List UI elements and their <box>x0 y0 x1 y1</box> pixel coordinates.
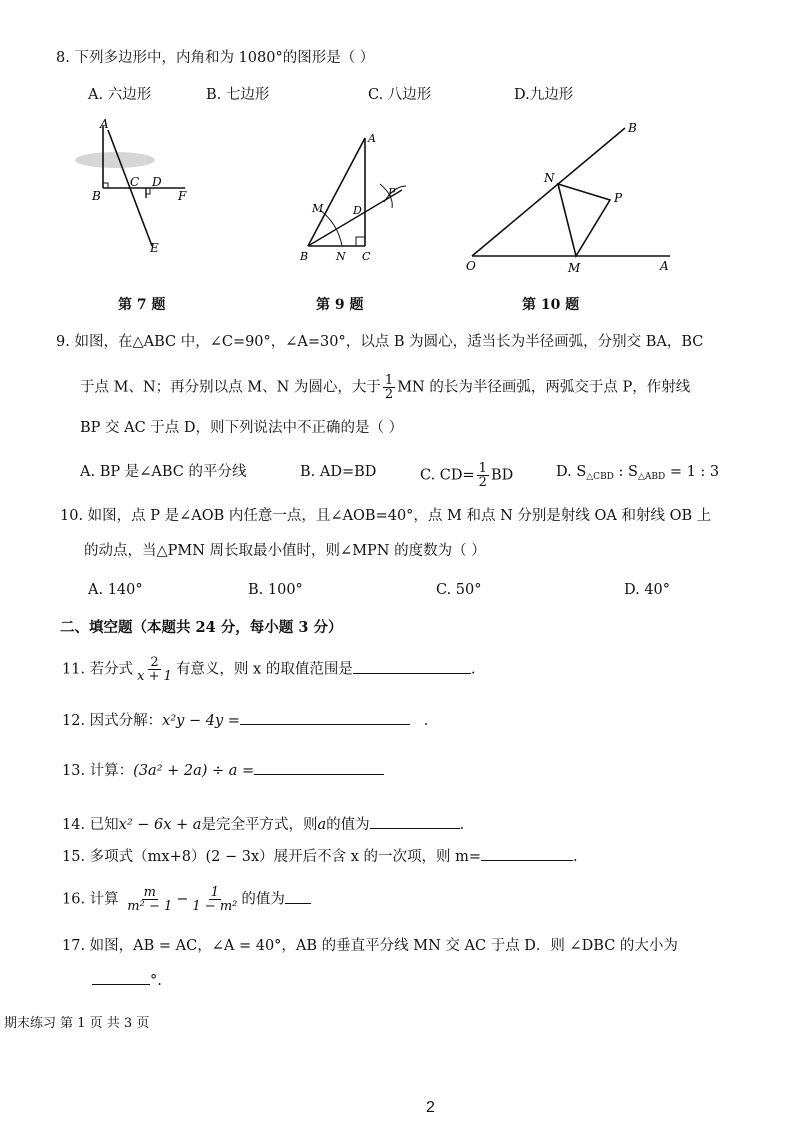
q9-fraction-half <box>383 374 395 401</box>
q11-end: . <box>470 661 476 678</box>
q15 <box>62 846 578 867</box>
q9-frac-den: 2 <box>384 387 394 402</box>
q16-f1-den: m² − 1 <box>127 899 173 914</box>
q11-post: 有意义，则 x 的取值范围是 <box>175 661 353 678</box>
q10-option-c: C. 50° <box>436 582 482 598</box>
q8-option-a: A. 六边形 <box>88 87 152 103</box>
q17-answer-blank[interactable] <box>92 970 150 985</box>
q16-post: 的值为 <box>241 891 285 908</box>
fig10-label-o: O <box>466 259 476 273</box>
fig9-label-n: N <box>336 250 346 263</box>
q10-line-2: 的动点，当△PMN 周长取最小值时，则∠MPN 的度数为（ ） <box>84 543 486 559</box>
q9-option-b: B. AD=BD <box>300 464 377 480</box>
fig9-label-m: M <box>312 202 324 215</box>
q9-option-c <box>420 462 513 489</box>
q9-option-c-pre: C. CD= <box>420 467 475 484</box>
q11-frac-den: x + 1 <box>137 669 172 684</box>
fig7-label-e: E <box>150 241 159 255</box>
q9-option-d-sub2: △ABD <box>637 472 666 482</box>
q8-option-b: B. 七边形 <box>206 87 270 103</box>
q12-end: . <box>423 713 429 729</box>
q9-option-d-pre: D. S <box>556 464 587 480</box>
q13-pre: 13. 计算： <box>62 763 134 779</box>
figure-9-caption: 第 9 题 <box>316 297 364 313</box>
footer-page-info: 期末练习 第 1 页 共 3 页 <box>4 1016 150 1031</box>
q16 <box>62 886 311 913</box>
q9-option-d <box>556 462 719 487</box>
fig10-label-p: P <box>614 191 623 205</box>
q11 <box>62 656 475 683</box>
q14-answer-blank[interactable] <box>370 814 460 829</box>
q12-pre: 12. 因式分解： <box>62 713 163 729</box>
q9-line-3: BP 交 AC 于点 D，则下列说法中不正确的是（ ） <box>80 420 404 436</box>
q9-c-frac-num: 1 <box>478 461 487 476</box>
q16-minus: − <box>176 891 189 908</box>
fig9-label-d: D <box>353 204 362 217</box>
q9-frac-num: 1 <box>384 373 394 388</box>
q14-expression: x² − 6x + a <box>118 817 202 833</box>
q10-line-1: 10. 如图，点 P 是∠AOB 内任意一点，且∠AOB=40°，点 M 和点 N 分别是射线 OA 和射线 OB 上 <box>60 508 712 524</box>
q12-expression: x²y − 4y = <box>162 713 240 729</box>
fig10-label-a: A <box>660 259 669 273</box>
q14-post: 是完全平方式，则 <box>201 817 318 833</box>
q11-frac-num: 2 <box>150 655 159 670</box>
q14-end: . <box>459 817 465 833</box>
figure-7-caption: 第 7 题 <box>118 297 166 313</box>
q17-end: °. <box>150 973 162 989</box>
q8-option-d: D.九边形 <box>514 87 574 103</box>
q8-stem: 8. 下列多边形中，内角和为 1080°的图形是（ ） <box>56 50 375 66</box>
q10-option-b: B. 100° <box>248 582 303 598</box>
q17-line-1: 17. 如图，AB = AC，∠A = 40°，AB 的垂直平分线 MN 交 AC 于点 D．则 ∠DBC 的大小为 <box>62 938 678 954</box>
q10-option-a: A. 140° <box>88 582 143 598</box>
q16-fraction-1 <box>125 886 174 913</box>
q9-line-2-a: 于点 M、N；再分别以点 M、N 为圆心，大于 <box>80 379 381 396</box>
page-number: 2 <box>426 1099 435 1116</box>
fig7-label-b: B <box>92 189 101 203</box>
q9-option-d-mid: : S <box>613 464 638 480</box>
q9-line-2-b: MN 的长为半径画弧，两弧交于点 P，作射线 <box>397 379 691 396</box>
q16-f1-num: m <box>143 885 156 900</box>
fig10-label-m: M <box>568 261 581 275</box>
q9-line-2 <box>80 374 690 401</box>
fig9-label-c: C <box>362 250 371 263</box>
q9-option-d-post: = 1 : 3 <box>665 464 720 480</box>
q14-variable-a: a <box>317 817 327 833</box>
q9-line-1: 9. 如图，在△ABC 中，∠C=90°，∠A=30°，以点 B 为圆心，适当长为半径画弧，分别交 BA，BC <box>56 334 704 350</box>
fig9-label-a: A <box>368 132 376 145</box>
q16-pre: 16. 计算 <box>62 891 119 908</box>
q9-option-c-post: BD <box>490 467 514 484</box>
fig9-label-p: P <box>388 186 396 199</box>
fig7-label-f: F <box>178 189 187 203</box>
fig10-label-n: N <box>544 171 555 185</box>
q15-text: 15. 多项式（mx+8）(2 − 3x）展开后不含 x 的一次项，则 m= <box>62 849 482 865</box>
fig7-label-a: A <box>100 118 109 131</box>
q14 <box>62 814 464 835</box>
q11-pre: 11. 若分式 <box>62 661 134 678</box>
q13 <box>62 760 384 781</box>
q12 <box>62 710 428 731</box>
q16-answer-blank[interactable] <box>285 889 311 904</box>
q16-f2-num: 1 <box>210 885 220 900</box>
figure-10-diagram <box>460 118 690 278</box>
q12-answer-blank[interactable] <box>240 710 410 725</box>
section-2-title: 二、填空题（本题共 24 分，每小题 3 分） <box>60 619 343 636</box>
q14-post2: 的值为 <box>326 817 370 833</box>
figure-10-caption: 第 10 题 <box>522 297 580 313</box>
q11-fraction <box>135 656 174 683</box>
q10-option-d: D. 40° <box>624 582 671 598</box>
q9-c-frac-den: 2 <box>478 475 487 490</box>
q17-line-2 <box>92 970 162 991</box>
fig7-label-d: D <box>152 175 162 189</box>
q16-f2-den: 1 − m² <box>192 899 238 914</box>
q13-answer-blank[interactable] <box>254 760 384 775</box>
q11-answer-blank[interactable] <box>353 659 471 674</box>
q16-fraction-2 <box>190 886 239 913</box>
q8-option-c: C. 八边形 <box>368 87 432 103</box>
q9-option-c-fraction <box>477 462 489 489</box>
q14-pre: 14. 已知 <box>62 817 119 833</box>
figure-9-diagram <box>290 128 420 268</box>
fig9-label-b: B <box>300 250 309 263</box>
q15-end: . <box>573 849 578 865</box>
q13-expression: (3a² + 2a) ÷ a = <box>133 763 255 779</box>
fig7-label-c: C <box>130 175 140 189</box>
fig10-label-b: B <box>628 121 637 135</box>
figure-7-diagram <box>60 118 210 258</box>
q15-answer-blank[interactable] <box>481 846 573 861</box>
q9-option-d-sub1: △CBD <box>586 472 614 482</box>
q9-option-a: A. BP 是∠ABC 的平分线 <box>80 464 247 480</box>
